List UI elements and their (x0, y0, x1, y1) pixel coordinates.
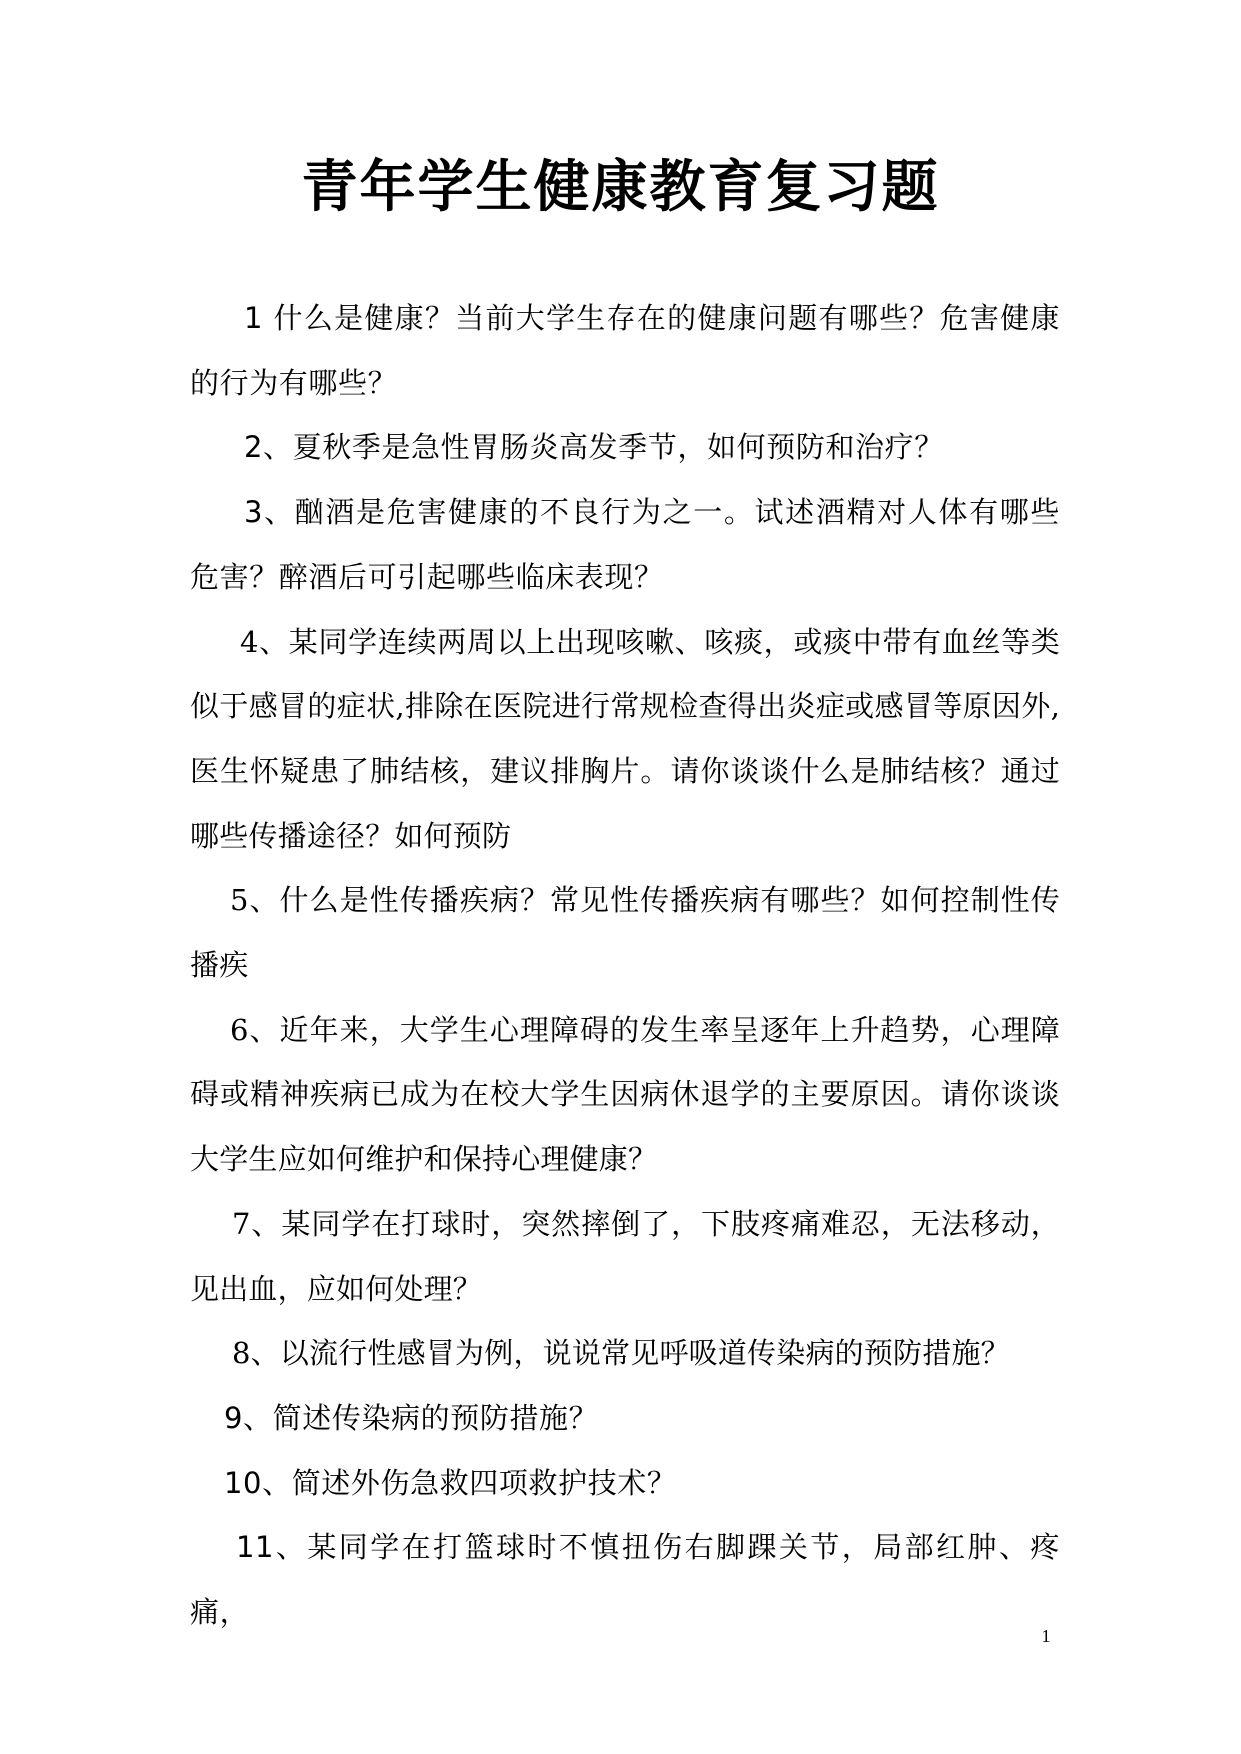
question-10: 10、简述外伤急救四项救护技术？ (224, 1465, 677, 1500)
question-2: 2、夏秋季是急性胃肠炎高发季节，如何预防和治疗？ (244, 430, 944, 465)
question-1: 1 什么是健康？当前大学生存在的健康问题有哪些？危害健康的行为有哪些？ (190, 301, 1060, 400)
question-4: 4、某同学连续两周以上出现咳嗽、咳痰，或痰中带有血丝等类似于感冒的症状,排除在医院进行常规检查得出炎症或感冒等原因外,医生怀疑患了肺结核，建议排胸片。请你谈谈什么是肺结核？通过哪些传播途径？如何预防 (190, 624, 1060, 853)
question-7: 7、某同学在打球时，突然摔倒了，下肢疼痛难忍，无法移动，见出血，应如何处理？ (190, 1206, 1060, 1306)
question-11: 11、某同学在打篮球时不慎扭伤右脚踝关节，局部红肿、疼痛， (190, 1530, 1060, 1630)
question-5: 5、什么是性传播疾病？常见性传播疾病有哪些？如何控制性传播疾 (190, 883, 1060, 983)
question-8: 8、以流行性感冒为例，说说常见呼吸道传染病的预防措施？ (232, 1336, 1010, 1371)
page-number: 1 (1041, 1626, 1051, 1646)
question-6: 6、近年来，大学生心理障碍的发生率呈逐年上升趋势，心理障碍或精神疾病已成为在校大学生因病休退学的主要原因。请你谈谈大学生应如何维护和保持心理健康？ (190, 1012, 1060, 1177)
document-title: 青年学生健康教育复习题 (301, 154, 940, 220)
question-list (190, 286, 1060, 1645)
question-3: 3、酗酒是危害健康的不良行为之一。试述酒精对人体有哪些危害？醉酒后可引起哪些临床表现？ (190, 495, 1060, 594)
question-9: 9、简述传染病的预防措施？ (224, 1400, 599, 1435)
